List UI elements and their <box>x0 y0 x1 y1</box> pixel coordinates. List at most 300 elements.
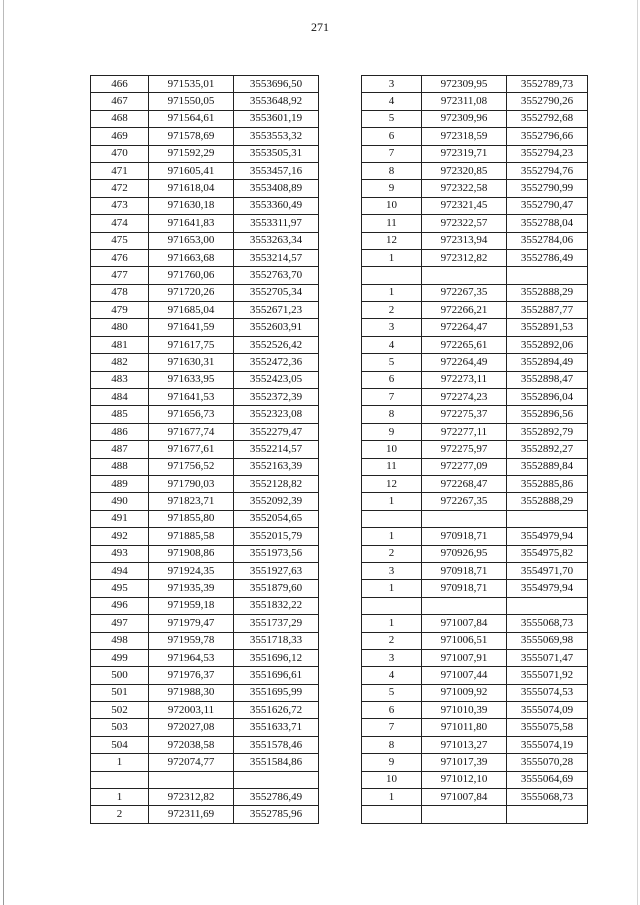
y-coordinate-cell: 3553408,89 <box>234 180 319 197</box>
y-coordinate-cell: 3553360,49 <box>234 197 319 214</box>
table-row <box>91 371 319 388</box>
point-number-cell <box>362 510 422 527</box>
x-coordinate-cell: 972277,11 <box>422 423 507 440</box>
y-coordinate-cell: 3551718,33 <box>234 632 319 649</box>
table-row <box>362 406 588 423</box>
point-number-cell: 503 <box>91 719 149 736</box>
point-number-cell <box>362 806 422 823</box>
table-row <box>362 458 588 475</box>
table-row <box>362 302 588 319</box>
x-coordinate-cell: 971677,61 <box>149 441 234 458</box>
y-coordinate-cell: 3552786,49 <box>234 789 319 806</box>
table-row <box>91 389 319 406</box>
point-number-cell: 477 <box>91 267 149 284</box>
point-number-cell: 491 <box>91 510 149 527</box>
y-coordinate-cell: 3552786,49 <box>507 249 588 266</box>
point-number-cell: 1 <box>362 580 422 597</box>
x-coordinate-cell: 971663,68 <box>149 249 234 266</box>
table-row <box>91 180 319 197</box>
table-row <box>362 684 588 701</box>
table-row <box>91 406 319 423</box>
x-coordinate-cell: 971756,52 <box>149 458 234 475</box>
point-number-cell: 4 <box>362 667 422 684</box>
point-number-cell: 501 <box>91 684 149 701</box>
table-row <box>91 162 319 179</box>
y-coordinate-cell: 3552372,39 <box>234 389 319 406</box>
y-coordinate-cell: 3553601,19 <box>234 110 319 127</box>
x-coordinate-cell: 971855,80 <box>149 510 234 527</box>
x-coordinate-cell: 971959,18 <box>149 597 234 614</box>
y-coordinate-cell: 3552214,57 <box>234 441 319 458</box>
y-coordinate-cell: 3552885,86 <box>507 475 588 492</box>
table-row <box>362 319 588 336</box>
table-row <box>91 771 319 788</box>
y-coordinate-cell: 3553214,57 <box>234 249 319 266</box>
table-row <box>91 267 319 284</box>
x-coordinate-cell: 972320,85 <box>422 162 507 179</box>
x-coordinate-cell: 971641,83 <box>149 215 234 232</box>
point-number-cell: 496 <box>91 597 149 614</box>
table-row <box>362 162 588 179</box>
y-coordinate-cell: 3552794,76 <box>507 162 588 179</box>
x-coordinate-cell: 970926,95 <box>422 545 507 562</box>
table-row <box>362 371 588 388</box>
point-number-cell: 481 <box>91 336 149 353</box>
y-coordinate-cell: 3552092,39 <box>234 493 319 510</box>
point-number-cell: 466 <box>91 76 149 93</box>
x-coordinate-cell: 971618,04 <box>149 180 234 197</box>
x-coordinate-cell: 972319,71 <box>422 145 507 162</box>
table-row <box>91 93 319 110</box>
x-coordinate-cell: 971720,26 <box>149 284 234 301</box>
table-row <box>362 215 588 232</box>
table-row <box>362 232 588 249</box>
x-coordinate-cell: 971935,39 <box>149 580 234 597</box>
y-coordinate-cell: 3552789,73 <box>507 76 588 93</box>
point-number-cell: 1 <box>362 528 422 545</box>
point-number-cell: 10 <box>362 441 422 458</box>
scan-edge-left <box>3 0 4 905</box>
y-coordinate-cell: 3552894,49 <box>507 354 588 371</box>
x-coordinate-cell: 972322,58 <box>422 180 507 197</box>
y-coordinate-cell: 3555068,73 <box>507 615 588 632</box>
point-number-cell: 2 <box>91 806 149 823</box>
x-coordinate-cell: 971641,59 <box>149 319 234 336</box>
x-coordinate-cell: 971605,41 <box>149 162 234 179</box>
y-coordinate-cell: 3552796,66 <box>507 128 588 145</box>
y-coordinate-cell: 3553263,34 <box>234 232 319 249</box>
x-coordinate-cell: 971760,06 <box>149 267 234 284</box>
x-coordinate-cell: 971007,44 <box>422 667 507 684</box>
table-row <box>91 197 319 214</box>
point-number-cell: 490 <box>91 493 149 510</box>
table-row <box>91 475 319 492</box>
y-coordinate-cell: 3552889,84 <box>507 458 588 475</box>
point-number-cell: 470 <box>91 145 149 162</box>
table-row <box>91 354 319 371</box>
y-coordinate-cell: 3553457,16 <box>234 162 319 179</box>
x-coordinate-cell: 972266,21 <box>422 302 507 319</box>
y-coordinate-cell: 3552279,47 <box>234 423 319 440</box>
y-coordinate-cell: 3555071,47 <box>507 649 588 666</box>
table-row <box>362 145 588 162</box>
point-number-cell: 12 <box>362 475 422 492</box>
y-coordinate-cell: 3555068,73 <box>507 789 588 806</box>
table-row <box>91 806 319 823</box>
x-coordinate-cell: 971979,47 <box>149 615 234 632</box>
x-coordinate-cell: 972311,69 <box>149 806 234 823</box>
table-row <box>91 545 319 562</box>
table-row <box>362 423 588 440</box>
point-number-cell: 494 <box>91 562 149 579</box>
table-row <box>362 93 588 110</box>
x-coordinate-cell: 971017,39 <box>422 754 507 771</box>
table-row <box>362 789 588 806</box>
point-number-cell: 5 <box>362 110 422 127</box>
point-number-cell: 4 <box>362 336 422 353</box>
y-coordinate-cell: 3552472,36 <box>234 354 319 371</box>
x-coordinate-cell: 972267,35 <box>422 493 507 510</box>
table-row <box>362 719 588 736</box>
y-coordinate-cell: 3554979,94 <box>507 580 588 597</box>
table-row <box>91 441 319 458</box>
y-coordinate-cell: 3554975,82 <box>507 545 588 562</box>
x-coordinate-cell: 971988,30 <box>149 684 234 701</box>
table-row <box>362 197 588 214</box>
table-row <box>362 580 588 597</box>
point-number-cell: 5 <box>362 684 422 701</box>
table-row <box>91 510 319 527</box>
y-coordinate-cell: 3555074,09 <box>507 702 588 719</box>
point-number-cell: 498 <box>91 632 149 649</box>
table-row <box>362 754 588 771</box>
table-row <box>91 597 319 614</box>
point-number-cell: 504 <box>91 736 149 753</box>
point-number-cell: 1 <box>362 493 422 510</box>
point-number-cell: 487 <box>91 441 149 458</box>
table-row <box>91 615 319 632</box>
point-number-cell: 502 <box>91 702 149 719</box>
x-coordinate-cell: 971006,51 <box>422 632 507 649</box>
table-row <box>362 632 588 649</box>
point-number-cell: 478 <box>91 284 149 301</box>
y-coordinate-cell: 3552526,42 <box>234 336 319 353</box>
y-coordinate-cell: 3552896,04 <box>507 389 588 406</box>
table-row <box>91 458 319 475</box>
y-coordinate-cell: 3552888,29 <box>507 284 588 301</box>
y-coordinate-cell: 3552603,91 <box>234 319 319 336</box>
point-number-cell: 467 <box>91 93 149 110</box>
table-row <box>362 702 588 719</box>
y-coordinate-cell: 3553505,31 <box>234 145 319 162</box>
x-coordinate-cell: 971823,71 <box>149 493 234 510</box>
x-coordinate-cell: 972275,97 <box>422 441 507 458</box>
point-number-cell: 8 <box>362 162 422 179</box>
table-row <box>362 128 588 145</box>
page-number: 271 <box>311 20 329 34</box>
point-number-cell: 1 <box>362 789 422 806</box>
y-coordinate-cell <box>507 267 588 284</box>
point-number-cell: 469 <box>91 128 149 145</box>
x-coordinate-cell: 972318,59 <box>422 128 507 145</box>
y-coordinate-cell: 3554979,94 <box>507 528 588 545</box>
x-coordinate-cell: 971924,35 <box>149 562 234 579</box>
coordinates-table-left <box>90 75 319 824</box>
point-number-cell: 492 <box>91 528 149 545</box>
x-coordinate-cell: 971007,91 <box>422 649 507 666</box>
y-coordinate-cell: 3552892,27 <box>507 441 588 458</box>
table-row <box>91 128 319 145</box>
x-coordinate-cell: 972312,82 <box>149 789 234 806</box>
point-number-cell: 483 <box>91 371 149 388</box>
point-number-cell: 1 <box>362 249 422 266</box>
point-number-cell: 8 <box>362 406 422 423</box>
x-coordinate-cell: 971010,39 <box>422 702 507 719</box>
x-coordinate-cell: 972311,08 <box>422 93 507 110</box>
x-coordinate-cell: 971013,27 <box>422 736 507 753</box>
x-coordinate-cell: 971677,74 <box>149 423 234 440</box>
x-coordinate-cell: 971564,61 <box>149 110 234 127</box>
x-coordinate-cell: 970918,71 <box>422 580 507 597</box>
table-row <box>362 649 588 666</box>
x-coordinate-cell: 971012,10 <box>422 771 507 788</box>
table-row <box>91 423 319 440</box>
y-coordinate-cell: 3555074,19 <box>507 736 588 753</box>
table-row <box>362 493 588 510</box>
y-coordinate-cell: 3552705,34 <box>234 284 319 301</box>
y-coordinate-cell: 3551578,46 <box>234 736 319 753</box>
point-number-cell: 479 <box>91 302 149 319</box>
x-coordinate-cell: 971633,95 <box>149 371 234 388</box>
table-row <box>362 667 588 684</box>
y-coordinate-cell: 3555074,53 <box>507 684 588 701</box>
x-coordinate-cell: 971617,75 <box>149 336 234 353</box>
x-coordinate-cell: 971964,53 <box>149 649 234 666</box>
point-number-cell: 2 <box>362 545 422 562</box>
point-number-cell: 476 <box>91 249 149 266</box>
x-coordinate-cell: 971790,03 <box>149 475 234 492</box>
y-coordinate-cell: 3553311,97 <box>234 215 319 232</box>
y-coordinate-cell: 3552898,47 <box>507 371 588 388</box>
table-row <box>91 232 319 249</box>
point-number-cell: 497 <box>91 615 149 632</box>
y-coordinate-cell: 3552163,39 <box>234 458 319 475</box>
x-coordinate-cell: 971641,53 <box>149 389 234 406</box>
table-row <box>91 493 319 510</box>
scan-edge-right <box>637 0 638 905</box>
x-coordinate-cell: 972264,47 <box>422 319 507 336</box>
point-number-cell: 1 <box>91 789 149 806</box>
x-coordinate-cell: 972003,11 <box>149 702 234 719</box>
y-coordinate-cell: 3552891,53 <box>507 319 588 336</box>
point-number-cell: 10 <box>362 197 422 214</box>
x-coordinate-cell: 971959,78 <box>149 632 234 649</box>
x-coordinate-cell <box>149 771 234 788</box>
point-number-cell: 6 <box>362 128 422 145</box>
table-row <box>91 284 319 301</box>
x-coordinate-cell: 971011,80 <box>422 719 507 736</box>
x-coordinate-cell: 970918,71 <box>422 562 507 579</box>
x-coordinate-cell: 972277,09 <box>422 458 507 475</box>
point-number-cell: 488 <box>91 458 149 475</box>
point-number-cell: 500 <box>91 667 149 684</box>
table-row <box>91 667 319 684</box>
table-row <box>362 267 588 284</box>
point-number-cell: 7 <box>362 145 422 162</box>
point-number-cell: 11 <box>362 458 422 475</box>
y-coordinate-cell: 3551879,60 <box>234 580 319 597</box>
table-row <box>91 110 319 127</box>
table-row <box>362 475 588 492</box>
point-number-cell: 12 <box>362 232 422 249</box>
y-coordinate-cell: 3551696,61 <box>234 667 319 684</box>
x-coordinate-cell: 972273,11 <box>422 371 507 388</box>
table-row <box>91 562 319 579</box>
table-row <box>362 110 588 127</box>
x-coordinate-cell: 971653,00 <box>149 232 234 249</box>
point-number-cell: 5 <box>362 354 422 371</box>
y-coordinate-cell: 3555071,92 <box>507 667 588 684</box>
table-row <box>362 336 588 353</box>
y-coordinate-cell <box>507 597 588 614</box>
x-coordinate-cell: 971592,29 <box>149 145 234 162</box>
y-coordinate-cell: 3552671,23 <box>234 302 319 319</box>
point-number-cell <box>362 267 422 284</box>
y-coordinate-cell: 3551584,86 <box>234 754 319 771</box>
point-number-cell <box>362 597 422 614</box>
table-row <box>91 649 319 666</box>
y-coordinate-cell: 3555069,98 <box>507 632 588 649</box>
x-coordinate-cell: 971630,18 <box>149 197 234 214</box>
x-coordinate-cell: 972027,08 <box>149 719 234 736</box>
point-number-cell: 3 <box>362 319 422 336</box>
y-coordinate-cell: 3552888,29 <box>507 493 588 510</box>
y-coordinate-cell <box>234 771 319 788</box>
x-coordinate-cell: 971578,69 <box>149 128 234 145</box>
table-row <box>91 684 319 701</box>
x-coordinate-cell: 972309,95 <box>422 76 507 93</box>
point-number-cell: 486 <box>91 423 149 440</box>
point-number-cell: 10 <box>362 771 422 788</box>
point-number-cell: 6 <box>362 702 422 719</box>
point-number-cell: 3 <box>362 76 422 93</box>
x-coordinate-cell: 972322,57 <box>422 215 507 232</box>
y-coordinate-cell: 3551696,12 <box>234 649 319 666</box>
point-number-cell: 3 <box>362 649 422 666</box>
y-coordinate-cell: 3551927,63 <box>234 562 319 579</box>
point-number-cell: 7 <box>362 719 422 736</box>
point-number-cell: 4 <box>362 93 422 110</box>
y-coordinate-cell: 3553553,32 <box>234 128 319 145</box>
table-row <box>91 319 319 336</box>
y-coordinate-cell <box>507 510 588 527</box>
y-coordinate-cell: 3552892,06 <box>507 336 588 353</box>
x-coordinate-cell: 971885,58 <box>149 528 234 545</box>
table-row <box>91 249 319 266</box>
point-number-cell: 8 <box>362 736 422 753</box>
x-coordinate-cell: 972274,23 <box>422 389 507 406</box>
x-coordinate-cell: 970918,71 <box>422 528 507 545</box>
x-coordinate-cell: 972268,47 <box>422 475 507 492</box>
table-row <box>362 284 588 301</box>
y-coordinate-cell: 3554971,70 <box>507 562 588 579</box>
table-row <box>362 180 588 197</box>
point-number-cell: 9 <box>362 423 422 440</box>
table-row <box>91 336 319 353</box>
point-number-cell: 1 <box>362 615 422 632</box>
table-row <box>91 302 319 319</box>
point-number-cell: 6 <box>362 371 422 388</box>
x-coordinate-cell: 971685,04 <box>149 302 234 319</box>
point-number-cell: 11 <box>362 215 422 232</box>
y-coordinate-cell: 3552887,77 <box>507 302 588 319</box>
y-coordinate-cell: 3555064,69 <box>507 771 588 788</box>
y-coordinate-cell: 3552788,04 <box>507 215 588 232</box>
table-row <box>362 771 588 788</box>
table-row <box>362 528 588 545</box>
table-row <box>91 754 319 771</box>
x-coordinate-cell: 971656,73 <box>149 406 234 423</box>
x-coordinate-cell <box>422 806 507 823</box>
table-row <box>91 789 319 806</box>
table-row <box>362 354 588 371</box>
y-coordinate-cell: 3552423,05 <box>234 371 319 388</box>
x-coordinate-cell: 971535,01 <box>149 76 234 93</box>
y-coordinate-cell: 3551973,56 <box>234 545 319 562</box>
y-coordinate-cell: 3552896,56 <box>507 406 588 423</box>
x-coordinate-cell: 972267,35 <box>422 284 507 301</box>
y-coordinate-cell: 3552792,68 <box>507 110 588 127</box>
table-row <box>91 215 319 232</box>
point-number-cell: 475 <box>91 232 149 249</box>
y-coordinate-cell: 3552790,26 <box>507 93 588 110</box>
x-coordinate-cell: 971976,37 <box>149 667 234 684</box>
point-number-cell: 468 <box>91 110 149 127</box>
table-row <box>362 736 588 753</box>
table-row <box>91 719 319 736</box>
y-coordinate-cell: 3552128,82 <box>234 475 319 492</box>
point-number-cell: 3 <box>362 562 422 579</box>
table-row <box>91 632 319 649</box>
x-coordinate-cell: 972074,77 <box>149 754 234 771</box>
x-coordinate-cell: 971908,86 <box>149 545 234 562</box>
point-number-cell: 489 <box>91 475 149 492</box>
table-row <box>91 736 319 753</box>
y-coordinate-cell: 3553648,92 <box>234 93 319 110</box>
point-number-cell: 495 <box>91 580 149 597</box>
point-number-cell: 493 <box>91 545 149 562</box>
x-coordinate-cell: 972309,96 <box>422 110 507 127</box>
y-coordinate-cell: 3551633,71 <box>234 719 319 736</box>
point-number-cell: 1 <box>362 284 422 301</box>
point-number-cell: 499 <box>91 649 149 666</box>
point-number-cell: 7 <box>362 389 422 406</box>
table-row <box>362 76 588 93</box>
x-coordinate-cell: 972038,58 <box>149 736 234 753</box>
x-coordinate-cell: 971007,84 <box>422 789 507 806</box>
table-row <box>91 528 319 545</box>
x-coordinate-cell: 971630,31 <box>149 354 234 371</box>
point-number-cell: 2 <box>362 632 422 649</box>
y-coordinate-cell: 3551626,72 <box>234 702 319 719</box>
table-row <box>362 806 588 823</box>
table-row <box>362 441 588 458</box>
table-row <box>91 145 319 162</box>
table-row <box>362 545 588 562</box>
x-coordinate-cell <box>422 510 507 527</box>
point-number-cell: 480 <box>91 319 149 336</box>
x-coordinate-cell: 972265,61 <box>422 336 507 353</box>
